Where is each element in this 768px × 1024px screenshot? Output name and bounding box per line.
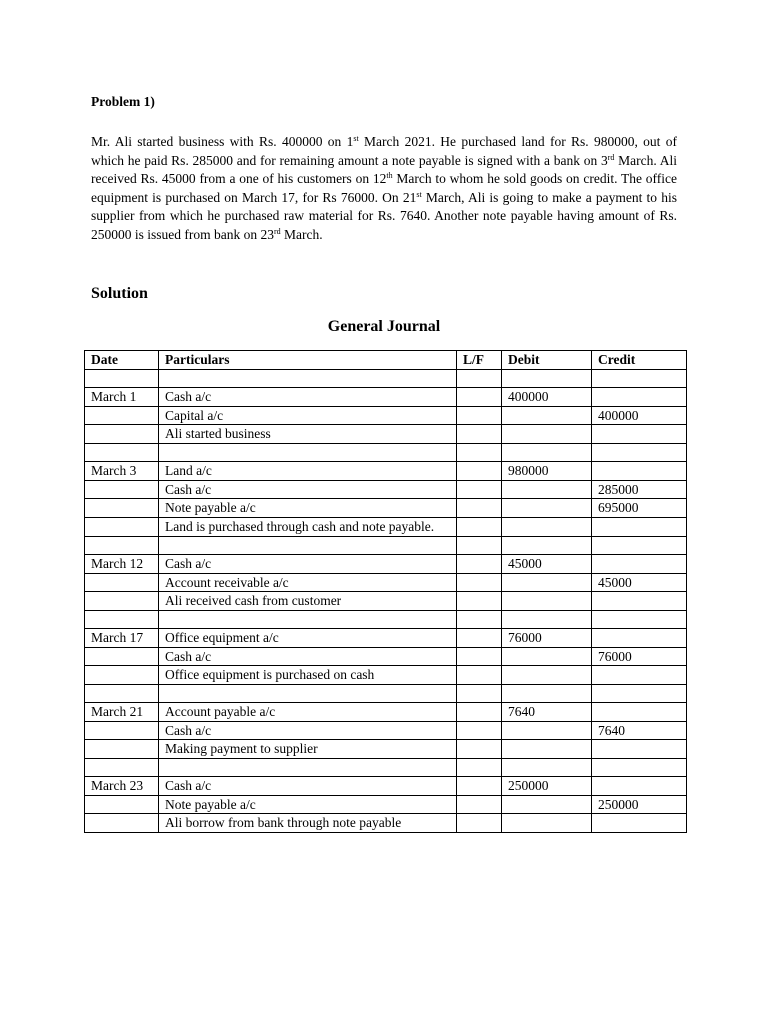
problem-text-part: March 2021. He purchased land for Rs. 980000, out of which he paid Rs. 285000 and for remaining amount a note payable is signed with a bank on 3 (91, 134, 677, 168)
credit-cell (592, 462, 687, 481)
table-row (85, 555, 687, 574)
date-cell (85, 443, 159, 462)
debit-cell (502, 740, 592, 759)
debit-cell: 45000 (502, 555, 592, 574)
lf-cell (457, 777, 502, 796)
table-row (85, 480, 687, 499)
credit-cell (592, 592, 687, 611)
general-journal-table (84, 350, 687, 833)
solution-heading: Solution (91, 285, 148, 302)
table-row (85, 684, 687, 703)
particulars-cell: Account receivable a/c (159, 573, 457, 592)
particulars-cell: Note payable a/c (159, 499, 457, 518)
date-cell (85, 721, 159, 740)
credit-cell (592, 666, 687, 685)
debit-cell (502, 814, 592, 833)
credit-cell (592, 443, 687, 462)
table-row (85, 462, 687, 481)
lf-cell (457, 406, 502, 425)
lf-cell (457, 721, 502, 740)
journal-body (85, 369, 687, 832)
credit-cell (592, 740, 687, 759)
debit-cell (502, 758, 592, 777)
date-cell (85, 536, 159, 555)
ordinal-suffix: rd (607, 152, 615, 162)
credit-cell: 285000 (592, 480, 687, 499)
ordinal-suffix: rd (274, 226, 281, 236)
header-debit: Debit (502, 351, 592, 370)
debit-cell (502, 425, 592, 444)
credit-cell: 695000 (592, 499, 687, 518)
debit-cell: 250000 (502, 777, 592, 796)
lf-cell (457, 536, 502, 555)
debit-cell (502, 480, 592, 499)
particulars-cell (159, 684, 457, 703)
lf-cell (457, 740, 502, 759)
lf-cell (457, 499, 502, 518)
lf-cell (457, 629, 502, 648)
credit-cell (592, 629, 687, 648)
debit-cell (502, 592, 592, 611)
lf-cell (457, 758, 502, 777)
particulars-cell: Making payment to supplier (159, 740, 457, 759)
credit-cell: 250000 (592, 795, 687, 814)
lf-cell (457, 684, 502, 703)
header-credit: Credit (592, 351, 687, 370)
table-row (85, 369, 687, 388)
credit-cell (592, 814, 687, 833)
particulars-cell (159, 536, 457, 555)
date-cell: March 1 (85, 388, 159, 407)
credit-cell (592, 777, 687, 796)
table-row (85, 740, 687, 759)
particulars-cell: Cash a/c (159, 647, 457, 666)
credit-cell (592, 703, 687, 722)
lf-cell (457, 480, 502, 499)
table-header-row (85, 351, 687, 370)
particulars-cell: Land a/c (159, 462, 457, 481)
particulars-cell: Account payable a/c (159, 703, 457, 722)
table-row (85, 499, 687, 518)
lf-cell (457, 443, 502, 462)
date-cell: March 23 (85, 777, 159, 796)
credit-cell (592, 388, 687, 407)
table-row (85, 647, 687, 666)
credit-cell (592, 555, 687, 574)
date-cell (85, 425, 159, 444)
particulars-cell: Capital a/c (159, 406, 457, 425)
particulars-cell (159, 369, 457, 388)
credit-cell (592, 684, 687, 703)
date-cell (85, 740, 159, 759)
debit-cell (502, 647, 592, 666)
debit-cell (502, 573, 592, 592)
problem-text-part: March. Ali received Rs. 45000 from a one of his customers on 12 (91, 152, 677, 187)
debit-cell: 400000 (502, 388, 592, 407)
problem-text-part: March to whom he sold goods on credit. The office equipment is purchased on March 17, for Rs 76000. On 21 (91, 171, 677, 205)
debit-cell: 980000 (502, 462, 592, 481)
particulars-cell (159, 758, 457, 777)
problem-text-part: March, Ali is going to make a payment to his supplier from which he purchased raw material for Rs. 7640. Another note payable having amount of Rs. 250000 is issued from bank on 23 (91, 189, 678, 242)
particulars-cell: Cash a/c (159, 555, 457, 574)
table-row (85, 536, 687, 555)
date-cell (85, 517, 159, 536)
debit-cell (502, 721, 592, 740)
lf-cell (457, 610, 502, 629)
lf-cell (457, 795, 502, 814)
lf-cell (457, 462, 502, 481)
particulars-cell: Cash a/c (159, 777, 457, 796)
table-row (85, 388, 687, 407)
particulars-cell: Ali started business (159, 425, 457, 444)
table-row (85, 425, 687, 444)
header-particulars: Particulars (159, 351, 457, 370)
problem-title: Problem 1) (91, 94, 155, 109)
date-cell (85, 684, 159, 703)
date-cell (85, 795, 159, 814)
lf-cell (457, 555, 502, 574)
date-cell (85, 369, 159, 388)
journal-title: General Journal (327, 318, 441, 335)
debit-cell (502, 795, 592, 814)
credit-cell (592, 517, 687, 536)
credit-cell: 400000 (592, 406, 687, 425)
table-row (85, 610, 687, 629)
date-cell (85, 666, 159, 685)
table-row (85, 795, 687, 814)
date-cell (85, 406, 159, 425)
debit-cell (502, 499, 592, 518)
table-row (85, 666, 687, 685)
lf-cell (457, 592, 502, 611)
credit-cell (592, 369, 687, 388)
date-cell: March 12 (85, 555, 159, 574)
table-row (85, 573, 687, 592)
lf-cell (457, 647, 502, 666)
particulars-cell (159, 610, 457, 629)
table-row (85, 777, 687, 796)
header-lf: L/F (457, 351, 502, 370)
ordinal-suffix: th (386, 171, 393, 181)
lf-cell (457, 814, 502, 833)
lf-cell (457, 703, 502, 722)
particulars-cell: Ali borrow from bank through note payable (159, 814, 457, 833)
date-cell: March 3 (85, 462, 159, 481)
date-cell (85, 573, 159, 592)
ordinal-suffix: st (416, 189, 422, 199)
debit-cell (502, 666, 592, 685)
table-row (85, 443, 687, 462)
lf-cell (457, 517, 502, 536)
date-cell: March 17 (85, 629, 159, 648)
debit-cell (502, 517, 592, 536)
debit-cell (502, 443, 592, 462)
debit-cell (502, 536, 592, 555)
debit-cell: 76000 (502, 629, 592, 648)
header-date: Date (85, 351, 159, 370)
problem-text-part: March. (280, 226, 323, 242)
particulars-cell (159, 443, 457, 462)
debit-cell (502, 369, 592, 388)
date-cell (85, 480, 159, 499)
particulars-cell: Ali received cash from customer (159, 592, 457, 611)
debit-cell: 7640 (502, 703, 592, 722)
particulars-cell: Office equipment a/c (159, 629, 457, 648)
credit-cell: 7640 (592, 721, 687, 740)
particulars-cell: Land is purchased through cash and note payable. (159, 517, 457, 536)
date-cell (85, 647, 159, 666)
lf-cell (457, 425, 502, 444)
particulars-cell: Office equipment is purchased on cash (159, 666, 457, 685)
credit-cell: 76000 (592, 647, 687, 666)
date-cell (85, 499, 159, 518)
date-cell (85, 592, 159, 611)
problem-text-part: Mr. Ali started business with Rs. 400000 on 1 (91, 134, 354, 149)
credit-cell: 45000 (592, 573, 687, 592)
table-row (85, 721, 687, 740)
credit-cell (592, 536, 687, 555)
particulars-cell: Cash a/c (159, 480, 457, 499)
table-row (85, 406, 687, 425)
table-row (85, 814, 687, 833)
date-cell (85, 758, 159, 777)
particulars-cell: Note payable a/c (159, 795, 457, 814)
lf-cell (457, 369, 502, 388)
table-row (85, 703, 687, 722)
lf-cell (457, 388, 502, 407)
debit-cell (502, 610, 592, 629)
particulars-cell: Cash a/c (159, 721, 457, 740)
credit-cell (592, 610, 687, 629)
debit-cell (502, 406, 592, 425)
problem-statement (91, 133, 677, 245)
table-row (85, 629, 687, 648)
table-row (85, 758, 687, 777)
particulars-cell: Cash a/c (159, 388, 457, 407)
lf-cell (457, 666, 502, 685)
date-cell (85, 610, 159, 629)
credit-cell (592, 758, 687, 777)
date-cell: March 21 (85, 703, 159, 722)
table-row (85, 592, 687, 611)
ordinal-suffix: st (353, 134, 359, 143)
debit-cell (502, 684, 592, 703)
table-row (85, 517, 687, 536)
date-cell (85, 814, 159, 833)
lf-cell (457, 573, 502, 592)
credit-cell (592, 425, 687, 444)
